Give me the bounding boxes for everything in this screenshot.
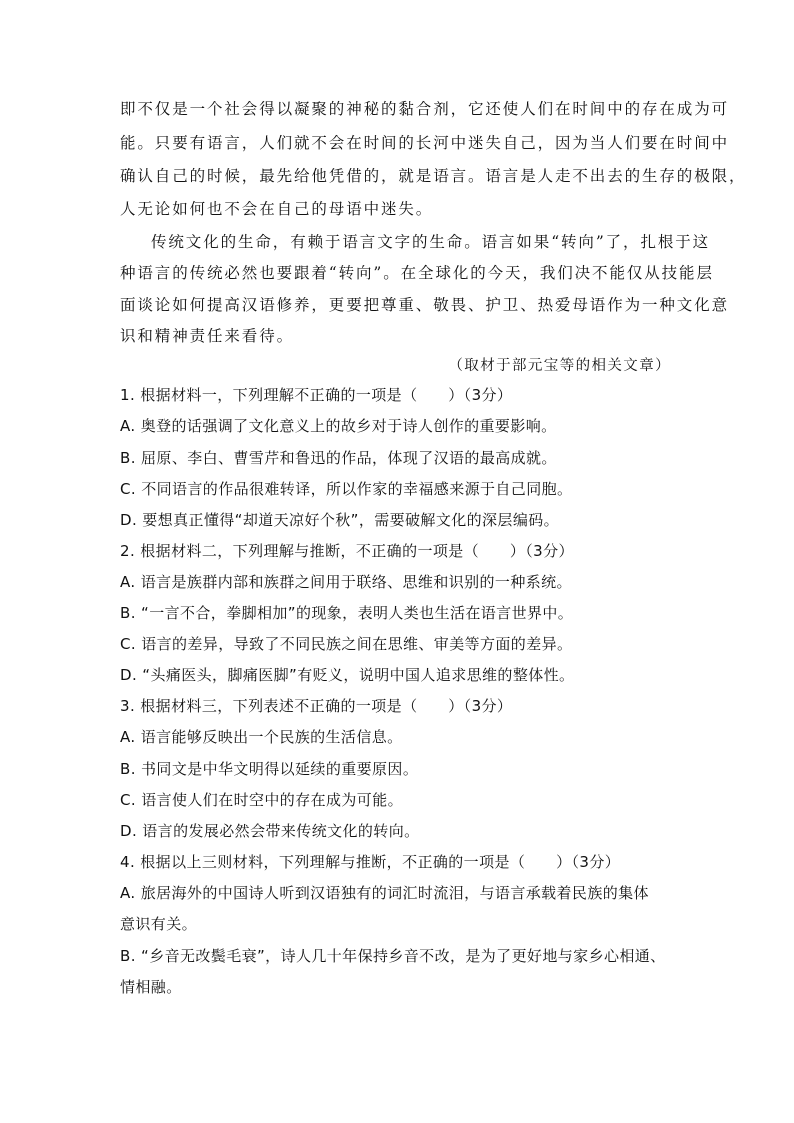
question-1-option-c: C. 不同语言的作品很难转译，所以作家的幸福感来源于自己同胞。 (120, 480, 573, 498)
passage-line: 确认自己的时候，最先给他凭借的，就是语言。语言是人走不出去的生存的极限， (120, 167, 747, 185)
source-attribution: （取材于部元宝等的相关文章） (448, 358, 671, 374)
question-4-option-b: B. “乡音无改鬓毛衰”，诗人几十年保持乡音不改，是为了更好地与家乡心相通、 (120, 947, 666, 965)
question-3-option-d: D. 语言的发展必然会带来传统文化的转向。 (120, 822, 420, 840)
question-4-option-a: A. 旅居海外的中国诗人听到汉语独有的词汇时流泪，与语言承载着民族的集体 (120, 884, 649, 902)
passage-line: 传统文化的生命，有赖于语言文字的生命。语言如果“转向”了，扎根于这 (151, 233, 711, 251)
passage-line: 种语言的传统必然也要跟着“转向”。在全球化的今天，我们决不能仅从技能层 (120, 264, 714, 282)
question-4-stem: 4. 根据以上三则材料，下列理解与推断，不正确的一项是（ ）（3分） (120, 853, 621, 871)
question-1-option-a: A. 奥登的话强调了文化意义上的故乡对于诗人创作的重要影响。 (120, 417, 557, 435)
passage-line: 即不仅是一个社会得以凝聚的神秘的黏合剂，它还使人们在时间中的存在成为可 (120, 100, 730, 118)
question-2-option-c: C. 语言的差异，导致了不同民族之间在思维、审美等方面的差异。 (120, 635, 573, 653)
question-3-option-a: A. 语言能够反映出一个民族的生活信息。 (120, 728, 403, 746)
question-2-option-b: B. “一言不合，拳脚相加”的现象，表明人类也生活在语言世界中。 (120, 604, 574, 622)
question-2-option-a: A. 语言是族群内部和族群之间用于联络、思维和识别的一种系统。 (120, 573, 572, 591)
question-4-option-a-continued: 意识有关。 (120, 915, 198, 933)
passage-line: 人无论如何也不会在自己的母语中迷失。 (120, 200, 434, 218)
question-2-stem: 2. 根据材料二，下列理解与推断，不正确的一项是（ ）（3分） (120, 542, 574, 560)
question-1-stem: 1. 根据材料一，下列理解不正确的一项是（ ）（3分） (120, 386, 513, 404)
question-2-option-d: D. “头痛医头，脚痛医脚”有贬义，说明中国人追求思维的整体性。 (120, 666, 575, 684)
passage-line: 识和精神责任来看待。 (120, 327, 295, 345)
question-3-option-b: B. 书同文是中华文明得以延续的重要原因。 (120, 760, 419, 778)
question-1-option-d: D. 要想真正懂得“却道天凉好个秋”，需要破解文化的深层编码。 (120, 511, 560, 529)
question-3-stem: 3. 根据材料三，下列表述不正确的一项是（ ）（3分） (120, 697, 513, 715)
question-3-option-c: C. 语言使人们在时空中的存在成为可能。 (120, 791, 404, 809)
passage-line: 面谈论如何提高汉语修养，更要把尊重、敬畏、护卫、热爱母语作为一种文化意 (120, 296, 730, 314)
passage-line: 能。只要有语言，人们就不会在时间的长河中迷失自己，因为当人们要在时间中 (120, 134, 730, 152)
question-4-option-b-continued: 情相融。 (120, 978, 182, 996)
question-1-option-b: B. 屈原、李白、曹雪芹和鲁迅的作品，体现了汉语的最高成就。 (120, 449, 557, 467)
